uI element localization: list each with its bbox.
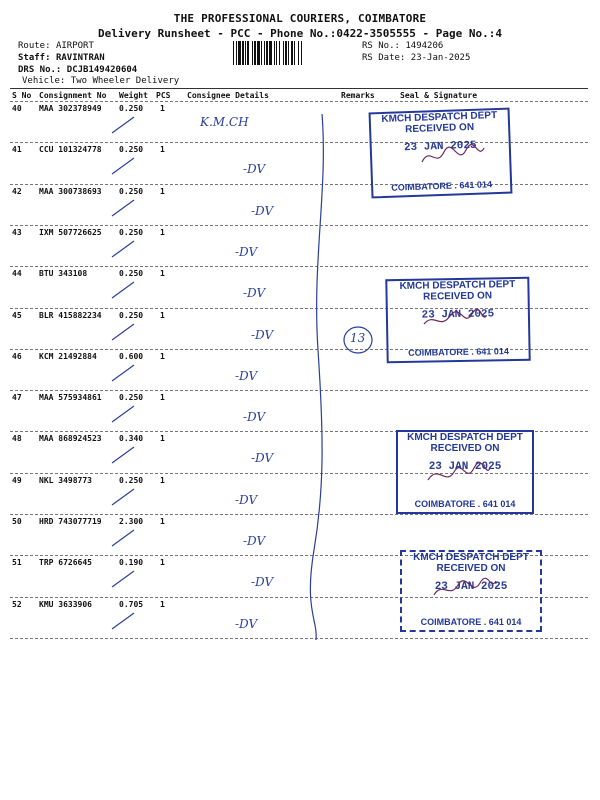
tick-mark [108, 361, 138, 385]
row-consignment-no: NKL 3498773 [39, 475, 92, 485]
row-sno: 48 [12, 434, 22, 444]
row-weight: 0.250 [119, 104, 144, 113]
col-header-sno: S No [12, 91, 32, 100]
drs-label: DRS No.: [18, 65, 62, 75]
stamp-received: RECEIVED ON [423, 290, 493, 303]
tick-mark [108, 443, 138, 467]
signature-scribble [424, 460, 494, 490]
tick-mark [108, 485, 138, 509]
row-consignment-no: KMU 3633906 [39, 599, 92, 609]
route-value: AIRPORT [55, 41, 94, 51]
tick-mark [108, 567, 138, 591]
tick-mark [108, 320, 138, 344]
row-sno: 42 [12, 186, 22, 196]
row-weight: 0.705 [119, 599, 144, 609]
row-consignment-no: IXM 507726625 [39, 227, 102, 237]
row-consignee-handwriting: -DV [251, 203, 274, 218]
row-weight: 0.600 [119, 351, 144, 361]
document-subtitle: Delivery Runsheet - PCC - Phone No.:0422-3505555 - Page No.:4 [98, 27, 502, 40]
row-sno: 46 [12, 351, 22, 361]
row-consignee-handwriting: -DV [235, 616, 258, 631]
stamp-place: COIMBATORE . 641 014 [414, 499, 516, 509]
stamp-date: 23 JAN 2025 [421, 308, 495, 322]
stamp-place: COIMBATORE . 641 014 [391, 179, 493, 193]
row-consignee-handwriting: -DV [243, 286, 266, 301]
row-sno: 40 [12, 104, 22, 113]
row-sno: 47 [12, 393, 22, 403]
row-pcs: 1 [160, 351, 165, 361]
stamp-dept: KMCH DESPATCH DEPT [407, 432, 523, 443]
drs-line [18, 65, 137, 75]
row-weight: 0.250 [119, 310, 144, 320]
row-pcs: 1 [160, 104, 165, 113]
tick-mark [108, 609, 138, 633]
tick-mark [108, 237, 138, 261]
row-consignment-no: BLR 415882234 [39, 310, 102, 320]
row-weight: 0.340 [119, 434, 144, 444]
signature-scribble [418, 142, 488, 172]
col-header-consignee: Consignee Details [187, 91, 269, 100]
row-consignment-no: MAA 868924523 [39, 434, 102, 444]
stamp-date: 23 JAN 2025 [428, 461, 502, 473]
route-label: Route: [18, 41, 51, 51]
row-consignee-handwriting: -DV [243, 534, 266, 548]
row-weight: 0.190 [119, 558, 144, 568]
col-header-pcs: PCS [156, 91, 171, 100]
row-consignee-handwriting: -DV [243, 410, 266, 425]
row-divider [10, 514, 588, 515]
stamp-received: RECEIVED ON [405, 121, 475, 136]
barcode [232, 41, 354, 65]
staff-value: RAVINTRAN [55, 53, 105, 63]
stamp-date: 23 JAN 2025 [434, 581, 508, 593]
row-consignee-handwriting: -DV [235, 492, 258, 507]
stamp-dept: KMCH DESPATCH DEPT [399, 278, 516, 293]
row-pcs: 1 [160, 393, 165, 403]
row-weight: 2.300 [119, 517, 144, 526]
row-consignee-handwriting: -DV [251, 451, 274, 466]
stamp-dept: KMCH DESPATCH DEPT [381, 110, 498, 126]
col-header-weight: Weight [119, 91, 148, 100]
row-consignee-handwriting: -DV [243, 162, 266, 177]
rs-date-label: RS Date: [362, 53, 406, 63]
row-consignment-no: BTU 343108 [39, 269, 88, 279]
row-pcs: 1 [160, 434, 165, 444]
document-title: THE PROFESSIONAL COURIERS, COIMBATORE [173, 12, 427, 25]
row-pcs: 1 [160, 599, 165, 609]
rs-date-line [362, 53, 470, 63]
stamp-place: COIMBATORE . 641 014 [408, 346, 509, 358]
row-consignment-no: HRD 743077719 [39, 517, 102, 526]
row-weight: 0.250 [119, 269, 144, 279]
tick-mark [108, 154, 138, 178]
row-weight: 0.250 [119, 227, 144, 237]
signature-scribble [430, 575, 500, 605]
vehicle-label: Vehicle: [22, 76, 66, 86]
row-divider [10, 225, 588, 226]
row-pcs: 1 [160, 517, 165, 526]
row-consignee-handwriting: -DV [251, 327, 274, 342]
stamp-received: RECEIVED ON [436, 563, 506, 574]
row-pcs: 1 [160, 310, 165, 320]
row-pcs: 1 [160, 145, 165, 155]
stamp-received: RECEIVED ON [430, 443, 500, 454]
row-sno: 41 [12, 145, 22, 155]
pen-stroke [300, 110, 340, 650]
staff-label: Staff: [18, 53, 51, 63]
row-weight: 0.250 [119, 393, 144, 403]
col-header-remarks: Remarks [341, 91, 375, 100]
row-weight: 0.250 [119, 145, 144, 155]
signature-scribble [420, 306, 490, 336]
row-consignment-no: MAA 302378949 [39, 104, 102, 113]
row-divider [10, 638, 588, 639]
row-pcs: 1 [160, 475, 165, 485]
row-sno: 43 [12, 227, 22, 237]
row-divider [10, 266, 588, 267]
row-consignee-handwriting: -DV [251, 575, 274, 590]
row-divider [10, 390, 588, 391]
row-sno: 51 [12, 558, 22, 568]
tick-mark [108, 196, 138, 220]
header-rule [10, 101, 588, 102]
staff-line [18, 53, 105, 63]
rs-no-label: RS No.: [362, 41, 400, 51]
stamp-dept: KMCH DESPATCH DEPT [413, 552, 529, 563]
tick-mark [108, 113, 138, 137]
row-pcs: 1 [160, 186, 165, 196]
vehicle-line [22, 76, 179, 86]
row-weight: 0.250 [119, 186, 144, 196]
row-consignment-no: TRP 6726645 [39, 558, 92, 568]
col-header-seal: Seal & Signature [400, 91, 478, 100]
route-line [18, 41, 94, 51]
drs-value: DCJB149420604 [66, 65, 138, 75]
rs-date-value: 23-Jan-2025 [410, 53, 471, 63]
row-consignee-handwriting: K.M.CH [200, 115, 249, 129]
remarks-note: 13 [350, 331, 366, 345]
stamp-date: 23 JAN 2025 [403, 139, 477, 155]
row-sno: 44 [12, 269, 22, 279]
row-sno: 45 [12, 310, 22, 320]
table-top-rule [10, 88, 588, 89]
row-pcs: 1 [160, 269, 165, 279]
row-pcs: 1 [160, 227, 165, 237]
rs-no-line [362, 41, 443, 51]
row-sno: 49 [12, 475, 22, 485]
row-weight: 0.250 [119, 475, 144, 485]
tick-mark [108, 278, 138, 302]
tick-mark [108, 402, 138, 426]
rs-no-value: 1494206 [405, 41, 444, 51]
col-header-consignment: Consignment No [39, 91, 107, 100]
row-consignee-handwriting: -DV [235, 368, 258, 383]
row-pcs: 1 [160, 558, 165, 568]
row-consignee-handwriting: -DV [235, 244, 258, 259]
row-consignment-no: CCU 101324778 [39, 145, 102, 155]
stamp-place: COIMBATORE . 641 014 [420, 617, 522, 627]
row-sno: 52 [12, 599, 22, 609]
vehicle-value: Two Wheeler Delivery [70, 76, 180, 86]
row-consignment-no: MAA 575934861 [39, 393, 102, 403]
row-consignment-no: MAA 300738693 [39, 186, 102, 196]
row-consignment-no: KCM 21492884 [39, 351, 97, 361]
tick-mark [108, 526, 138, 550]
row-sno: 50 [12, 517, 22, 526]
